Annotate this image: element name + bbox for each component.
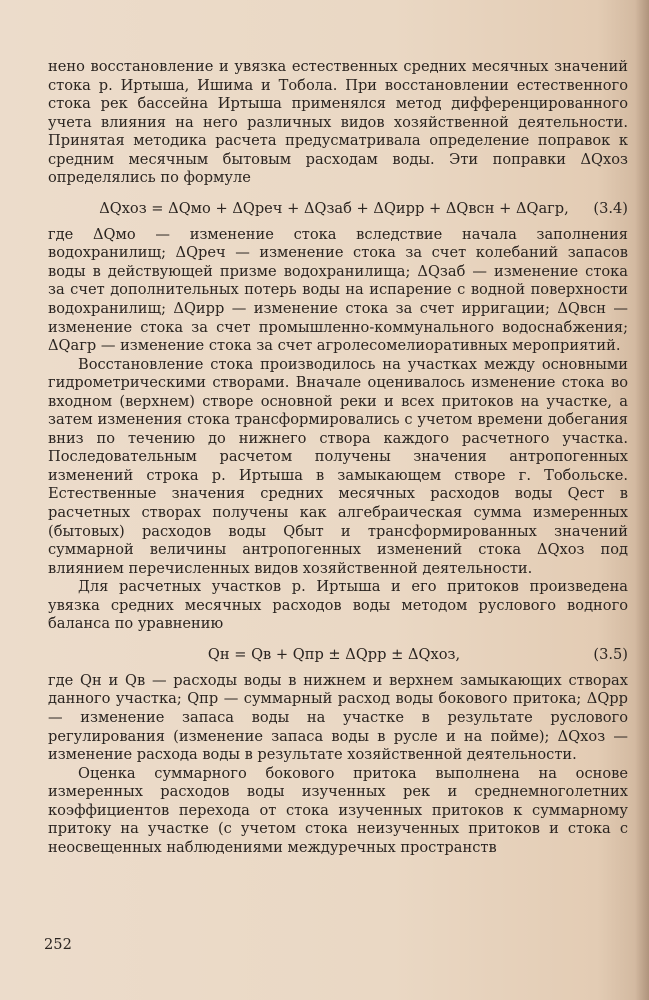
- page-text: [48, 58, 628, 857]
- paragraph-5: где Qн и Qв — расходы воды в нижнем и верхнем замыкающих створах данного участка; Qпр — суммарный расход воды бокового притока; ΔQрр — изменение запаса воды на участке в результате руслового регулирования (изменение запаса воды в русле и на пойме); ΔQхоз — изменение расхода воды в результате хозяйственной деятельности.: [48, 671, 628, 764]
- page-spine-shadow: [635, 0, 649, 1000]
- formula-3-4: [48, 194, 628, 224]
- paragraph-6: Оценка суммарного бокового притока выполнена на основе измеренных расходов воды изученных рек и среднемноголетних коэффициентов перехода от стока изученных притоков к суммарному притоку на участке (с учетом стока неизученных притоков и стока с неосвещенных наблюдениями междуречных пространств: [48, 764, 628, 856]
- paragraph-2: где ΔQмо — изменение стока вследствие начала заполнения водохранилищ; ΔQреч — изменение стока за счет колебаний запасов воды в действующей призме водохранилища; ΔQзаб — изменение стока за счет дополнительных потерь воды на испарение с водной поверхности водохранилищ; ΔQирр — изменение стока за счет ирригации; ΔQвсн — изменение стока за счет промышленно-коммунального водоснабжения; ΔQагр — изменение стока за счет агролесомелиоративных мероприятий.: [48, 225, 628, 355]
- formula-3-4-expression: ΔQхоз = ΔQмо + ΔQреч + ΔQзаб + ΔQирр + ΔQвсн + ΔQагр,: [99, 199, 569, 217]
- formula-3-5: [48, 640, 628, 670]
- paragraph-1: нено восстановление и увязка естественных средних месячных значений стока р. Иртыша, Ишима и Тобола. При восстановлении естественного стока рек бассейна Иртыша применялся метод дифференцированного учета влияния на него различных видов хозяйственной деятельности. Принятая методика расчета предусматривала определение поправок к средним месячным бытовым расходам воды. Эти поправки ΔQхоз определялись по формуле: [48, 58, 628, 187]
- formula-3-4-number: (3.4): [593, 199, 628, 217]
- page-number: 252: [44, 936, 72, 953]
- paragraph-4: Для расчетных участков р. Иртыша и его притоков произведена увязка средних месячных расходов воды методом руслового водного баланса по уравнению: [48, 578, 628, 633]
- paragraph-3: Восстановление стока производилось на участках между основными гидрометрическими створами. Вначале оценивалось изменение стока во входном (верхнем) створе основной реки и всех притоков на участке, а затем изменения стока трансформировались с учетом времени добегания вниз по течению до нижнего створа каждого расчетного участка. Последовательным расчетом получены значения антропогенных изменений строка р. Иртыша в замыкающем створе г. Тобольске. Естественные значения средних месячных расходов воды Qест в расчетных створах получены как алгебраическая сумма измеренных (бытовых) расходов воды Qбыт и трансформированных значений суммарной величины антропогенных изменений стока ΔQхоз под влиянием перечисленных видов хозяйственной деятельности.: [48, 355, 628, 577]
- formula-3-5-expression: Qн = Qв + Qпр ± ΔQрр ± ΔQхоз,: [207, 645, 461, 663]
- formula-3-5-number: (3.5): [593, 645, 628, 663]
